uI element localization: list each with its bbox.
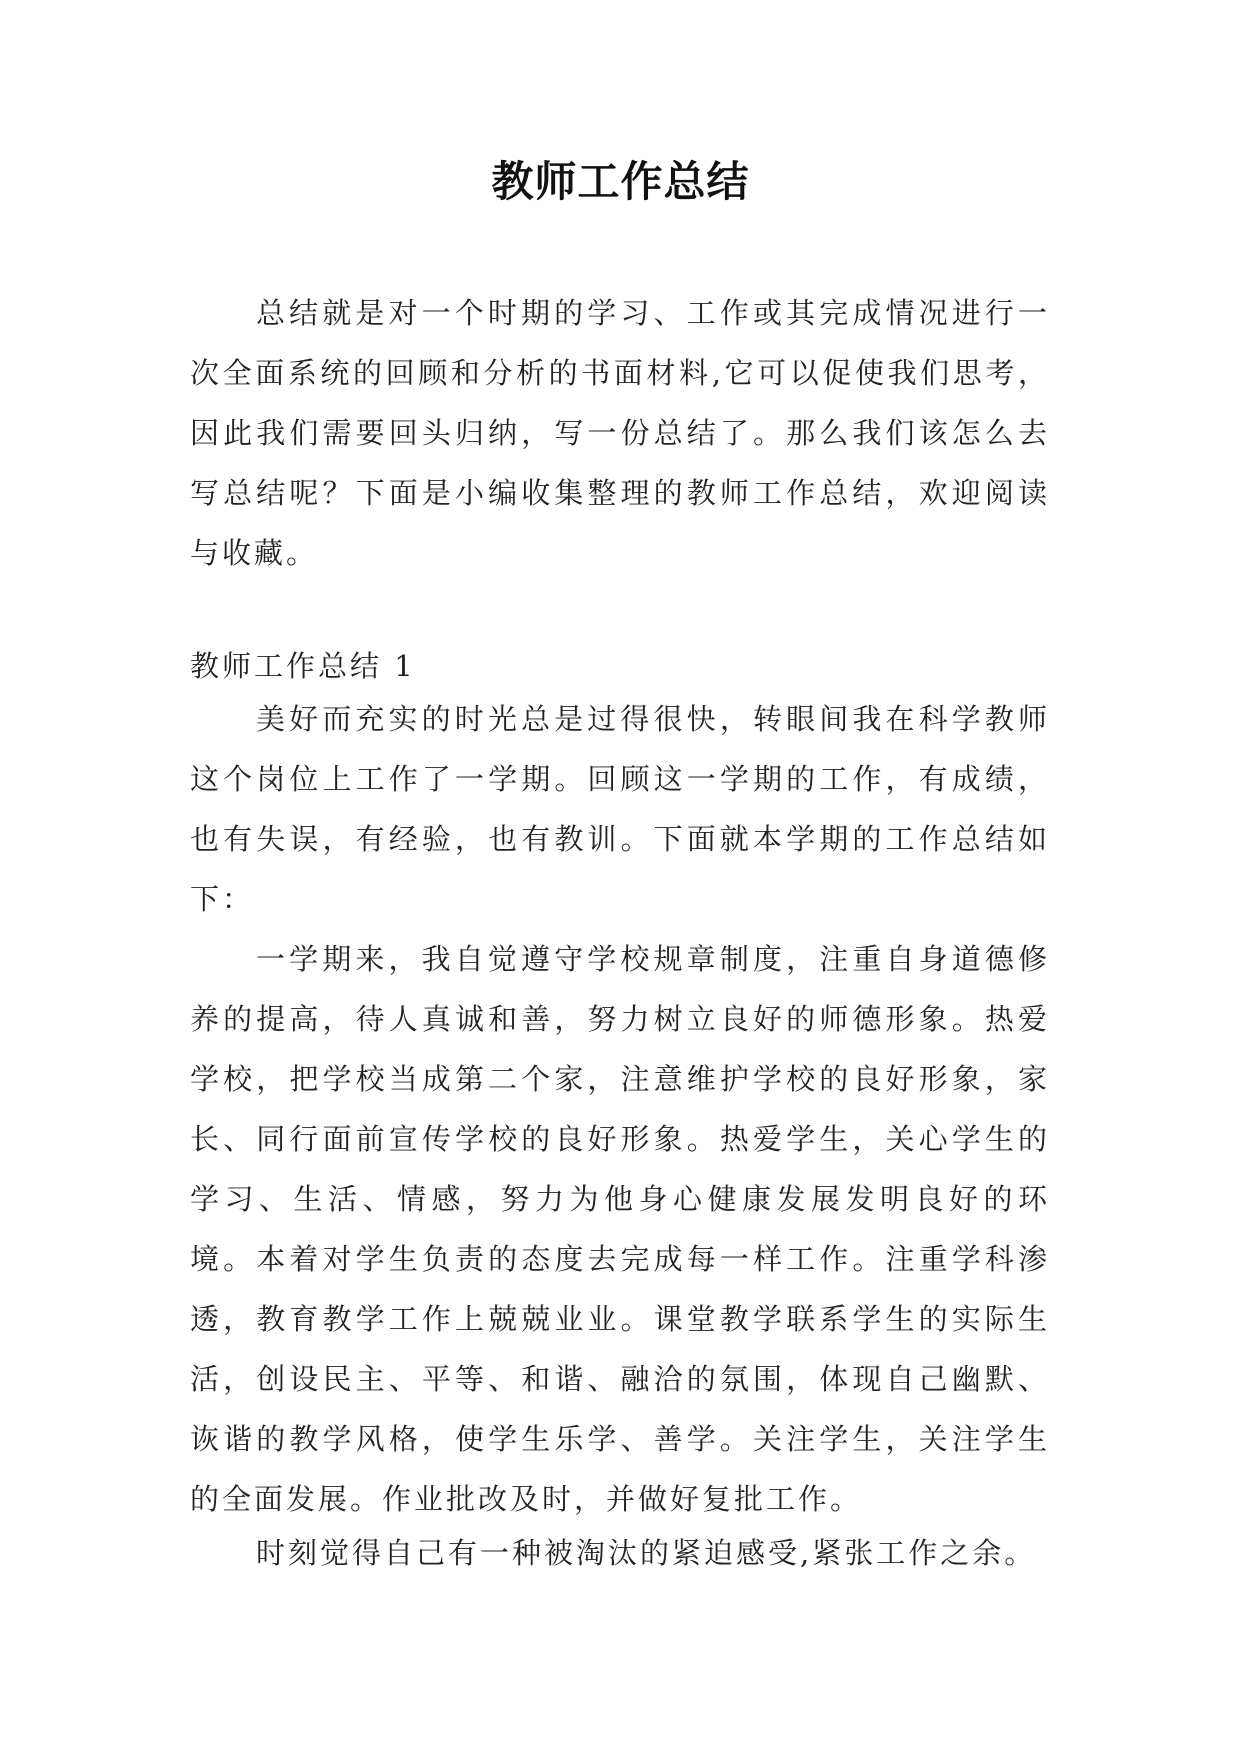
- body-paragraph-3: 时刻觉得自己有一种被淘汰的紧迫感受,紧张工作之余。: [256, 1536, 1037, 1570]
- document-title: 教师工作总结: [491, 157, 750, 206]
- section-heading: 教师工作总结 1: [190, 649, 416, 683]
- intro-paragraph: 总结就是对一个时期的学习、工作或其完成情况进行一次全面系统的回顾和分析的书面材料,它可以促使我们思考，因此我们需要回头归纳，写一份总结了。那么我们该怎么去写总结呢？下面是小编收集整理的教师工作总结，欢迎阅读与收藏。: [190, 296, 1050, 570]
- body-paragraph-1: 美好而充实的时光总是过得很快，转眼间我在科学教师这个岗位上工作了一学期。回顾这一学期的工作，有成绩，也有失误，有经验，也有教训。下面就本学期的工作总结如下：: [190, 702, 1050, 916]
- body-paragraph-2: 一学期来，我自觉遵守学校规章制度，注重自身道德修养的提高，待人真诚和善，努力树立良好的师德形象。热爱学校，把学校当成第二个家，注意维护学校的良好形象，家长、同行面前宣传学校的良好形象。热爱学生，关心学生的学习、生活、情感，努力为他身心健康发展发明良好的环境。本着对学生负责的态度去完成每一样工作。注重学科渗透，教育教学工作上兢兢业业。课堂教学联系学生的实际生活，创设民主、平等、和谐、融洽的氛围，体现自己幽默、诙谐的教学风格，使学生乐学、善学。关注学生，关注学生的全面发展。作业批改及时，并做好复批工作。: [190, 942, 1050, 1516]
